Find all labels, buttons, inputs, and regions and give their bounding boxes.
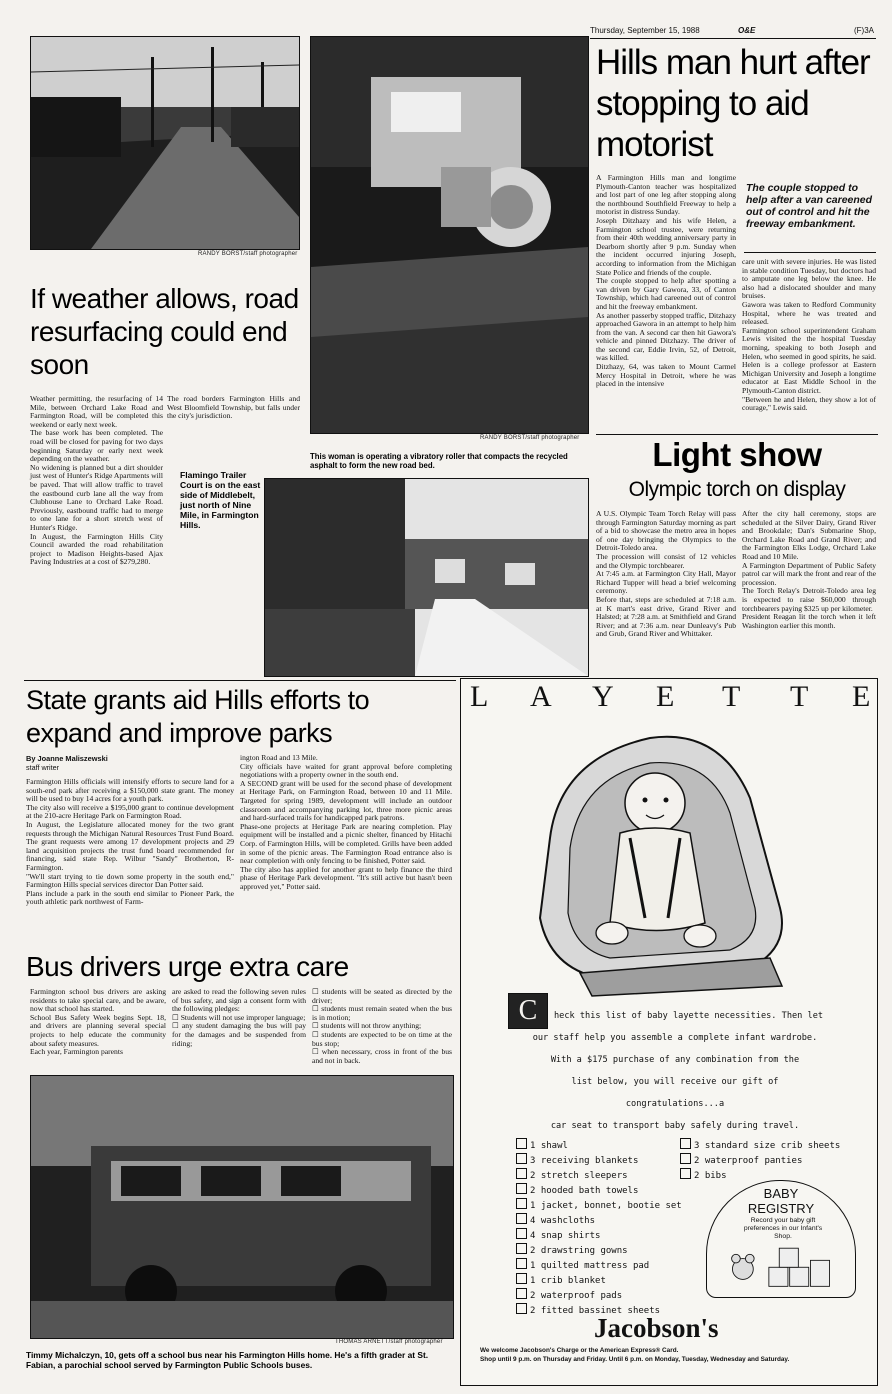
car-seat-illustration (520, 718, 820, 998)
roller-photo (310, 36, 589, 434)
ad-copy-line-5: car seat to transport baby safely during travel. (550, 1121, 800, 1131)
ad-letter-y: Y (592, 680, 614, 713)
registry-title-2: REGISTRY (747, 1201, 815, 1216)
jacobsons-logo: Jacobson's (594, 1313, 719, 1343)
list-item: 2 drawstring gowns (516, 1243, 686, 1258)
torch-subhead: Olympic torch on display (628, 478, 846, 501)
list-item: 2 fitted bassinet sheets (516, 1303, 686, 1318)
ad-dropcap-letter: C (518, 995, 538, 1026)
trailer-caption: Flamingo Trailer Court is on the east side of Middlebelt, just north of Nine Mile, in Farmington Hills. (180, 470, 261, 530)
toy-blocks-icon (707, 1243, 855, 1295)
ad-letter-e: E (656, 680, 675, 713)
registry-text: Record your baby gift preferences in our Infant's Shop. (743, 1217, 823, 1240)
list-item: 2 stretch sleepers (516, 1168, 686, 1183)
parks-byline-role: staff writer (26, 763, 60, 772)
street-photo (30, 36, 300, 250)
list-item: 1 crib blanket (516, 1273, 686, 1288)
list-item: 4 snap shirts (516, 1228, 686, 1243)
bus-photo-credit: THOMAS ARNETT/staff photographer (335, 1339, 443, 1345)
photo1-credit: RANDY BORST/staff photographer (198, 251, 298, 257)
hurt-rule (596, 434, 878, 435)
list-item: 2 waterproof panties (680, 1153, 870, 1168)
parks-col2: ington Road and 13 Mile. City officials have waited for grant approval before completing negotiations with a property owner in the south end. A SECOND grant will be used for the second phase of development at Heritage Park, on Farmington Road, between 10 and 11 Mile. Targeted for spring 1989, development will include an outdoor classroom and accompanying parking lot, three more picnic areas and hard-surfaced trails for handicapped park patrons. Phase-one projects at Heritage Park are nearing completion. Play equipment will be installed and a picnic shelter, financed by Hitachi Corp. of Farmington Hills, will be completed. Grills have been added in some of the picnic areas. The Farmington Road entrance also is near completion with only fencing to be finished, Potter said. The city also has applied for another grant to help finance the third phase of Heritage Park development. "It's still active but hasn't been approved yet," Potter said. (240, 753, 452, 891)
ad-letter-a: A (530, 680, 552, 713)
registry-title-1: BABY (763, 1186, 799, 1201)
ad-footer-1: We welcome Jacobson's Charge or the American Express® Card. (480, 1347, 679, 1354)
resurface-col1: Weather permitting, the resurfacing of 14 Mile, between Orchard Lake Road and Farmington Road, will be completed this weekend or early next week. The base work has been completed. The road will be closed for paving for two days beginning Saturday or early next week depending on the weather. No widening is planned but a dirt shoulder just west of Hunter's Ridge Apartments will be paved. That will allow traffic to travel the eastbound curb lane all the way from Clubhouse Lane to Orchard Lake Road. Previously, eastbound traffic had to merge to one lane for a short stretch west of Hunter's Ridge. In August, the Farmington Hills City Council awarded the road rehabilitation project to Madison Heights-based Ajax Paving Industries at a cost of $279,280. (30, 394, 163, 567)
baby-registry-badge (706, 1180, 856, 1298)
torch-col1: A U.S. Olympic Team Torch Relay will pass through Farmington Saturday morning as part of a bid to showcase the metro area in hopes of one day bringing the Olympics to the Detroit-Toledo area. The procession will consist of 12 vehicles and the Olympic torchbearer. At 7:45 a.m. at Farmington City Hall, Mayor Richard Tupper will head a brief welcoming ceremony. Before that, steps are scheduled at 7:18 a.m. at K mart's east drive, Grand River and Halsted; at 7:28 a.m. at Smithfield and Grand River; and at 7:36 a.m. near Dunleavy's Pub and Grub, Grand River and Whittaker. (596, 509, 736, 639)
parks-byline: By Joanne Maliszewski (26, 754, 108, 763)
bus-headline: Bus drivers urge extra care (26, 951, 349, 982)
bus-photo (30, 1075, 454, 1339)
roller-caption: This woman is operating a vibratory roller that compacts the recycled asphalt to form the new road bed. (310, 452, 568, 470)
masthead (590, 26, 874, 38)
layette-list-left (516, 1138, 686, 1318)
masthead-section: O&E (738, 26, 756, 35)
trailer-photo (264, 478, 589, 677)
masthead-page: (F)3A (854, 26, 874, 35)
list-item: 4 washcloths (516, 1213, 686, 1228)
ad-copy-line-3: With a $175 purchase of any combination from the (550, 1055, 800, 1065)
masthead-rule (590, 38, 876, 39)
parks-col1: Farmington Hills officials will intensify efforts to secure land for a south-end park after receiving a $150,000 state grant. The money will be used to buy 14 acres for a youth park. The city also will receive a $195,000 grant to continue development at the 210-acre Heritage Park on Farmington Road. In August, the Legislature allocated money for the two grant requests through the Michigan Natural Resources Trust Fund Board. The grant requests were among 17 development projects and 29 land acquisition projects the trust fund board recommended for financing, said state Rep. Wilbur "Sandy" Brotherton, R-Farmington. "We'll start trying to tie down some property in the south end," Farmington Hills special services director Dan Potter said. Plans include a park in the south end similar to Pioneer Park, the youth athletic park northwest of Farm- (26, 777, 234, 907)
section-rule (24, 680, 456, 681)
ad-copy-line-1: heck this list of baby layette necessities. Then let (554, 1011, 824, 1021)
torch-headline: Light show (652, 436, 822, 473)
deck-rule (744, 252, 876, 253)
parks-headline: State grants aid Hills efforts to expand and improve parks (26, 685, 370, 748)
ad-footer-2: Shop until 9 p.m. on Thursday and Friday. Until 6 p.m. on Monday, Tuesday, Wednesday and Saturday. (480, 1356, 790, 1363)
list-item: 3 standard size crib sheets (680, 1138, 870, 1153)
bus-col1: Farmington school bus drivers are asking residents to take special care, and be aware, now that school has started. School Bus Safety Week begins Sept. 18, and drivers are planning several special projects to help educate the community about safety measures. Each year, Farmington parents (30, 987, 166, 1057)
ad-copy-line-2: our staff help you assemble a complete infant wardrobe. (532, 1033, 818, 1043)
ad-letter-t2: T (790, 680, 809, 713)
resurface-col2: The road borders Farmington Hills and West Bloomfield Township, but falls under the city's jurisdiction. (167, 394, 300, 421)
bus-col3: ☐ students will be seated as directed by the driver; ☐ students must remain seated when the bus is in motion; ☐ students will not throw anything; ☐ students are expected to be on time at the bus stop; ☐ when necessary, cross in front of the bus and not in back. (312, 987, 452, 1065)
layette-list-right (680, 1138, 870, 1183)
list-item: 1 jacket, bonnet, bootie set (516, 1198, 686, 1213)
list-item: 2 bibs (680, 1168, 870, 1183)
hurt-deck: The couple stopped to help after a van careened out of control and hit the freeway embankment. (746, 182, 873, 230)
list-item: 3 receiving blankets (516, 1153, 686, 1168)
ad-letter-l: L (470, 680, 489, 713)
bus-caption: Timmy Michalczyn, 10, gets off a school bus near his Farmington Hills home. He's a fifth grader at St. Fabian, a parochial school served by Farmington Public Schools buses. (26, 1350, 429, 1370)
ad-copy (520, 1005, 830, 1137)
resurface-headline: If weather allows, road resurfacing could end soon (30, 283, 299, 380)
list-item: 1 shawl (516, 1138, 686, 1153)
hurt-headline: Hills man hurt after stopping to aid motorist (596, 43, 870, 164)
torch-col2: After the city hall ceremony, stops are scheduled at the Silver Dairy, Grand River and Brookdale; Dan's Submarine Shop, Orchard Lake Road and Grand River; and the Farmington Elks Lodge, Orchard Lake Road and 10 Mile. A Farmington Department of Public Safety patrol car will mark the front and rear of the procession. The Torch Relay's Detroit-Toledo area leg is expected to raise $60,000 through torchbearers paying $325 up per kilometer. President Reagan lit the torch when it left Washington earlier this month. (742, 509, 876, 630)
list-item: 1 quilted mattress pad (516, 1258, 686, 1273)
ad-letter-e2: E (852, 680, 871, 713)
hurt-col1: A Farmington Hills man and longtime Plymouth-Canton teacher was hospitalized and lost part of one leg after stopping along the northbound Southfield Freeway to help a motorist in distress Sunday. Joseph Ditzhazy and his wife Helen, a Farmington school trustee, were returning from their 40th wedding anniversary party in Dearborn shortly after 9 p.m. Sunday when the incident occurred injuring Joseph, according to information from the Michigan State Police and friends of the couple. The couple stopped to help after spotting a van driven by Gary Gawora, 33, of Canton Township, which had careened out of control and hit the freeway embankment. As another passerby stopped traffic, Ditzhazy approached Gawora in an attempt to help him from the van. A second car then hit Gawora's vehicle and pinned Ditzhazy. The driver of the second car, Eddie Irvin, 52, of Detroit, was killed. Ditzhazy, 64, was taken to Mount Carmel Mercy Hospital in Detroit, where he was placed in the intensive (596, 173, 736, 389)
list-item: 2 waterproof pads (516, 1288, 686, 1303)
ad-letter-t1: T (722, 680, 741, 713)
list-item: 2 hooded bath towels (516, 1183, 686, 1198)
bus-col2: are asked to read the following seven rules of bus safety, and sign a consent form with the following pledges: ☐ Students will not use improper language; ☐ any student damaging the bus will pay for the damages and be suspended from riding; (172, 987, 306, 1048)
ad-copy-line-4: list below, you will receive our gift of congratulations...a (571, 1077, 779, 1109)
photo2-credit: RANDY BORST/staff photographer (480, 435, 580, 441)
hurt-col2: care unit with severe injuries. He was listed in stable condition Tuesday, but doctors had to amputate one leg below the knee. He also had a dislocated shoulder and many bruises. Gawora was taken to Redford Community Hospital, where he was treated and released. Farmington school superintendent Graham Lewis visited the the hospital Tuesday morning, speaking to both Joseph and Helen, who seemed in good spirits, he said. Helen is a college professor at Eastern Michigan University and Joseph a longtime educator at East Middle School in the Plymouth-Canton district. "Between he and Helen, they show a lot of courage," Lewis said. (742, 257, 876, 413)
masthead-date: Thursday, September 15, 1988 (590, 26, 700, 35)
